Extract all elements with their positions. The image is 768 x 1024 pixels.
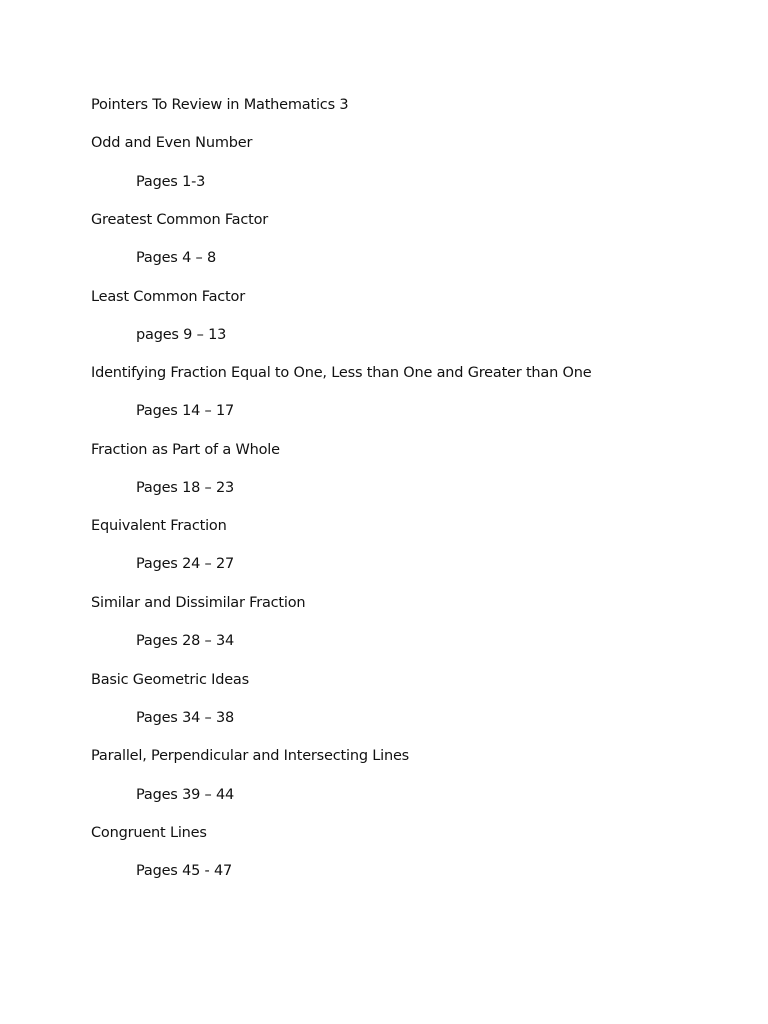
- page-range: Pages 24 – 27: [136, 556, 235, 572]
- topic-heading: Equivalent Fraction: [91, 518, 227, 534]
- topic-heading: Odd and Even Number: [91, 135, 253, 151]
- topic-heading: Congruent Lines: [91, 825, 207, 841]
- page-range: pages 9 – 13: [136, 327, 227, 343]
- topic-heading: Similar and Dissimilar Fraction: [91, 595, 306, 611]
- page-range: Pages 4 – 8: [136, 250, 216, 266]
- topic-heading: Fraction as Part of a Whole: [91, 442, 280, 458]
- page-range: Pages 39 – 44: [136, 787, 235, 803]
- topic-heading: Least Common Factor: [91, 289, 245, 305]
- topic-heading: Greatest Common Factor: [91, 212, 269, 228]
- page-range: Pages 18 – 23: [136, 480, 235, 496]
- topic-heading: Parallel, Perpendicular and Intersecting Lines: [91, 748, 410, 764]
- document-title: Pointers To Review in Mathematics 3: [91, 97, 349, 113]
- page-range: Pages 45 - 47: [136, 863, 233, 879]
- page-range: Pages 34 – 38: [136, 710, 235, 726]
- page-range: Pages 28 – 34: [136, 633, 235, 649]
- topic-heading: Identifying Fraction Equal to One, Less than One and Greater than One: [91, 365, 592, 381]
- page-range: Pages 1-3: [136, 174, 206, 190]
- page-range: Pages 14 – 17: [136, 403, 235, 419]
- topic-heading: Basic Geometric Ideas: [91, 672, 249, 688]
